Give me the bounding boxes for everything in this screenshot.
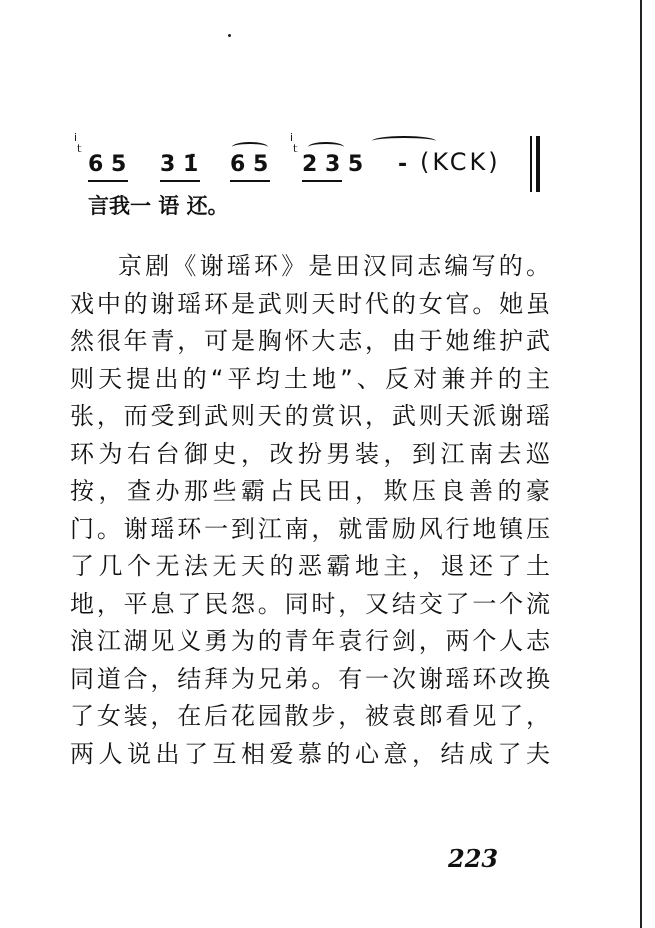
beam-line [88,180,128,182]
note-group: 6 5 [230,152,269,177]
text-line: 门。谢瑶环一到江南，就雷励风行地镇压 [70,514,550,543]
page-edge [640,0,642,928]
text-line: 浪江湖见义勇为的青年袁行剑，两个人志 [70,627,550,655]
beam-line [302,180,342,182]
note-group: 6 5 [88,152,127,177]
beam-line [160,180,200,182]
ending-text: (KCK) [420,148,501,176]
text-line: 两人说出了互相爱慕的心意，结成了夫 [70,739,550,768]
tie-arc [308,142,344,152]
lyrics-line: 言我一 语 还。 [88,194,229,218]
text-line: 了几个无法无天的恶霸地主，退还了土 [70,552,550,580]
text-line: 则天提出的“平均土地”、反对兼并的主 [70,364,550,393]
barline [530,136,532,192]
tie-arc [232,142,268,152]
tie-arc [372,136,436,146]
note-dash: - [398,152,408,177]
beam-line [230,180,270,182]
paragraph [70,248,550,773]
text-line: 戏中的谢瑶环是武则天时代的女官。她虽 [70,289,550,318]
text-line: 了女装，在后花园散步，被袁郎看见了， [70,702,550,730]
speck [228,34,231,37]
grace-note-mark: i ｔ [290,131,301,155]
text-line: 按，查办那些霸占民田，欺压良善的豪 [70,477,550,505]
text-line: 地，平息了民怨。同时，又结交了一个流 [70,589,550,618]
text-line: 张，而受到武则天的赏识，武则天派谢瑶 [70,402,550,430]
grace-note-mark: i ｔ [74,131,85,155]
note-group: 2 3 5 [302,152,364,177]
note-group: 3 1̇ [160,152,199,177]
text-line: 同道合，结拜为兄弟。有一次谢瑶环改换 [70,664,550,693]
text-line: 京剧《谢瑶环》是田汉同志编写的。 [118,252,550,280]
text-line: 环为右台御史，改扮男装，到江南去巡 [70,439,550,468]
text-line: 然很年青，可是胸怀大志，由于她维护武 [70,327,550,355]
page-number: 223 [448,844,499,873]
final-barline [536,136,540,192]
